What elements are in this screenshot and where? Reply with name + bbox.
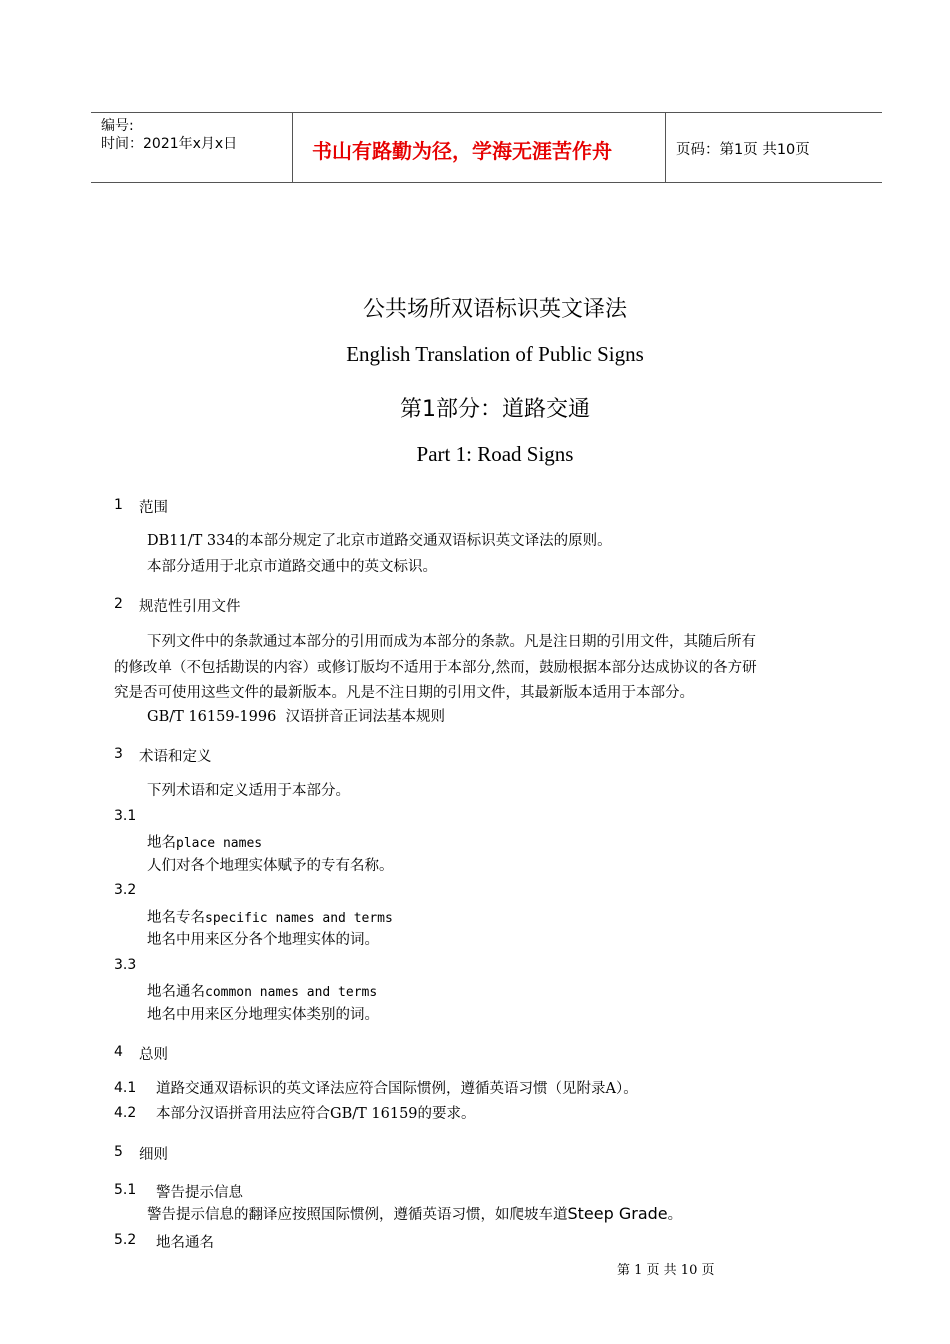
term-3-2-number: 3.2	[114, 882, 137, 898]
clause-4-1-number: 4.1	[114, 1080, 137, 1096]
term-3-1-definition: 人们对各个地理实体赋予的专有名称。	[147, 858, 394, 874]
header-table	[91, 112, 882, 183]
header-left-cell	[91, 113, 293, 182]
section-1-number: 1	[114, 497, 123, 513]
section-5-number: 5	[114, 1144, 123, 1160]
section-4-number: 4	[114, 1044, 123, 1060]
term-3-3-cn: 地名通名	[147, 984, 205, 1000]
page-info: 页码：第1页 共10页	[676, 142, 810, 158]
clause-5-1-title: 警告提示信息	[156, 1185, 243, 1201]
term-3-2-cn: 地名专名	[147, 910, 205, 926]
clause-5-2-title: 地名通名	[156, 1235, 214, 1251]
section-3-intro: 下列术语和定义适用于本部分。	[147, 783, 350, 799]
term-3-1-number: 3.1	[114, 808, 137, 824]
title-en: English Translation of Public Signs	[346, 342, 644, 366]
section-5-title: 细则	[139, 1147, 168, 1163]
clause-5-2-number: 5.2	[114, 1232, 137, 1248]
clause-4-2-text: 本部分汉语拼音用法应符合GB/T 16159的要求。	[156, 1106, 476, 1122]
term-3-1-en: place names	[176, 836, 263, 851]
term-3-3-number: 3.3	[114, 957, 137, 973]
clause-4-2-number: 4.2	[114, 1105, 137, 1121]
number-label: 编号:	[101, 118, 134, 134]
term-3-2	[147, 906, 393, 927]
section-2-line-3: 究是否可使用这些文件的最新版本。凡是不注日期的引用文件，其最新版本适用于本部分。	[114, 685, 694, 701]
term-3-1-cn: 地名	[147, 835, 176, 851]
clause-4-1-text: 道路交通双语标识的英文译法应符合国际惯例，遵循英语习惯（见附录A）。	[156, 1081, 638, 1097]
section-2-title: 规范性引用文件	[139, 599, 241, 615]
section-3-number: 3	[114, 746, 123, 762]
term-3-2-en: specific names and terms	[205, 911, 393, 926]
term-3-1	[147, 831, 262, 852]
section-2-line-2: 的修改单（不包括勘误的内容）或修订版均不适用于本部分,然而，鼓励根据本部分达成协议的各方研	[114, 660, 757, 676]
header-page-cell	[666, 113, 882, 182]
part-title-en: Part 1: Road Signs	[416, 442, 574, 466]
section-1-title: 范围	[139, 500, 168, 516]
term-3-3-en: common names and terms	[205, 985, 378, 1000]
clause-5-1-text	[147, 1201, 682, 1228]
section-2-line-1: 下列文件中的条款通过本部分的引用而成为本部分的条款。凡是注日期的引用文件，其随后所有	[147, 634, 756, 650]
section-1-para-1: DB11/T 334的本部分规定了北京市道路交通双语标识英文译法的原则。	[147, 533, 612, 549]
title-cn: 公共场所双语标识英文译法	[362, 297, 627, 322]
term-3-2-definition: 地名中用来区分各个地理实体的词。	[147, 932, 379, 948]
section-2-reference: GB/T 16159-1996 汉语拼音正词法基本规则	[147, 709, 446, 725]
section-2-number: 2	[114, 596, 123, 612]
part-title-cn: 第1部分：道路交通	[400, 397, 590, 422]
time-label: 时间：2021年x月x日	[101, 136, 238, 152]
clause-5-1-text-en: Steep Grade	[567, 1204, 668, 1223]
motto: 书山有路勤为径，学海无涯苦作舟	[312, 139, 612, 163]
footer-page-number: 第 1 页 共 10 页	[617, 1263, 715, 1278]
clause-5-1-text-end: 。	[667, 1207, 683, 1223]
clause-5-1-text-cn: 警告提示信息的翻译应按照国际惯例，遵循英语习惯，如爬坡车道	[147, 1207, 568, 1223]
clause-5-1-number: 5.1	[114, 1182, 137, 1198]
header-motto-cell	[292, 113, 666, 182]
section-1-para-2: 本部分适用于北京市道路交通中的英文标识。	[147, 559, 437, 575]
term-3-3-definition: 地名中用来区分地理实体类别的词。	[147, 1007, 379, 1023]
section-4-title: 总则	[139, 1047, 168, 1063]
term-3-3	[147, 980, 377, 1001]
section-3-title: 术语和定义	[139, 749, 212, 765]
